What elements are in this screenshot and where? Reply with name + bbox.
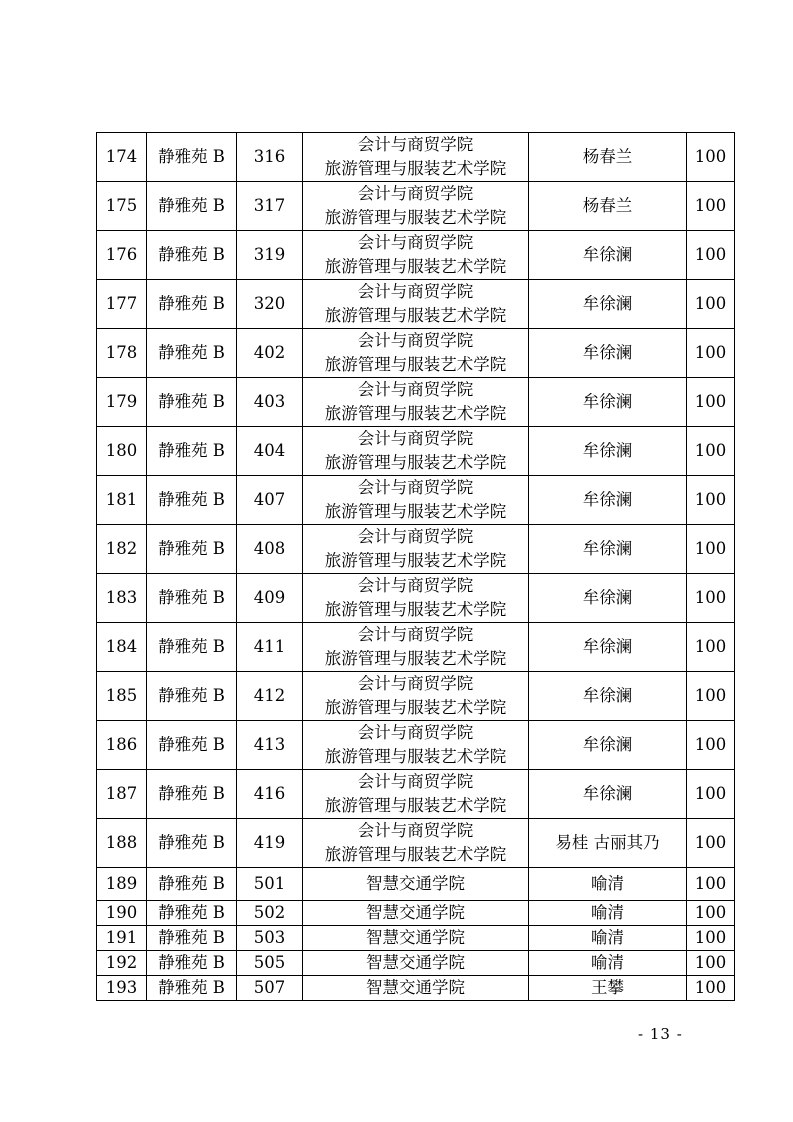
building-cell: 静雅苑 B [147, 476, 237, 525]
score-cell: 100 [687, 427, 735, 476]
score-cell: 100 [687, 525, 735, 574]
college-name-line: 会计与商贸学院 [357, 478, 474, 497]
room-number-cell: 408 [237, 525, 303, 574]
college-cell [303, 476, 529, 525]
responsible-person-cell: 牟徐澜 [529, 574, 687, 623]
responsible-person-cell: 牟徐澜 [529, 427, 687, 476]
building-cell: 静雅苑 B [147, 427, 237, 476]
room-number-cell: 411 [237, 623, 303, 672]
responsible-person-cell: 杨春兰 [529, 133, 687, 182]
building-cell: 静雅苑 B [147, 770, 237, 819]
college-cell [303, 182, 529, 231]
score-cell: 100 [687, 819, 735, 868]
college-cell [303, 525, 529, 574]
building-cell: 静雅苑 B [147, 231, 237, 280]
row-number-cell: 178 [97, 329, 147, 378]
college-name-line: 旅游管理与服装艺术学院 [324, 306, 507, 325]
building-cell: 静雅苑 B [147, 280, 237, 329]
college-name-line: 会计与商贸学院 [357, 527, 474, 546]
room-number-cell: 320 [237, 280, 303, 329]
room-number-cell: 319 [237, 231, 303, 280]
college-cell [303, 231, 529, 280]
row-number-cell: 175 [97, 182, 147, 231]
row-number-cell: 181 [97, 476, 147, 525]
table-row [97, 427, 735, 476]
score-cell: 100 [687, 329, 735, 378]
college-name-line: 旅游管理与服装艺术学院 [324, 747, 507, 766]
room-number-cell: 316 [237, 133, 303, 182]
table-row [97, 378, 735, 427]
college-name-line: 会计与商贸学院 [357, 723, 474, 742]
table-row [97, 525, 735, 574]
college-name-line: 智慧交通学院 [366, 978, 465, 997]
room-number-cell: 416 [237, 770, 303, 819]
college-cell [303, 427, 529, 476]
college-cell [303, 951, 529, 976]
college-name-line: 会计与商贸学院 [357, 184, 474, 203]
row-number-cell: 186 [97, 721, 147, 770]
college-name-line: 会计与商贸学院 [357, 821, 474, 840]
room-number-cell: 505 [237, 951, 303, 976]
college-name-line: 旅游管理与服装艺术学院 [324, 257, 507, 276]
college-name-line: 旅游管理与服装艺术学院 [324, 355, 507, 374]
score-cell: 100 [687, 231, 735, 280]
room-number-cell: 407 [237, 476, 303, 525]
responsible-person-cell: 牟徐澜 [529, 280, 687, 329]
room-number-cell: 317 [237, 182, 303, 231]
table-body [97, 133, 735, 1001]
college-cell [303, 280, 529, 329]
responsible-person-cell: 易桂 古丽其乃 [529, 819, 687, 868]
room-number-cell: 503 [237, 926, 303, 951]
responsible-person-cell: 牟徐澜 [529, 378, 687, 427]
building-cell: 静雅苑 B [147, 378, 237, 427]
dormitory-inspection-table [96, 132, 735, 1001]
score-cell: 100 [687, 476, 735, 525]
college-cell [303, 623, 529, 672]
building-cell: 静雅苑 B [147, 672, 237, 721]
college-name-line: 会计与商贸学院 [357, 772, 474, 791]
row-number-cell: 180 [97, 427, 147, 476]
responsible-person-cell: 喻清 [529, 868, 687, 901]
responsible-person-cell: 牟徐澜 [529, 770, 687, 819]
score-cell: 100 [687, 721, 735, 770]
college-name-line: 会计与商贸学院 [357, 282, 474, 301]
college-cell [303, 976, 529, 1001]
row-number-cell: 185 [97, 672, 147, 721]
row-number-cell: 184 [97, 623, 147, 672]
score-cell: 100 [687, 901, 735, 926]
responsible-person-cell: 牟徐澜 [529, 231, 687, 280]
college-cell [303, 672, 529, 721]
college-name-line: 旅游管理与服装艺术学院 [324, 600, 507, 619]
row-number-cell: 190 [97, 901, 147, 926]
table-row [97, 868, 735, 901]
table-row [97, 231, 735, 280]
row-number-cell: 176 [97, 231, 147, 280]
college-cell [303, 133, 529, 182]
table-row [97, 280, 735, 329]
college-name-line: 智慧交通学院 [366, 928, 465, 947]
room-number-cell: 404 [237, 427, 303, 476]
score-cell: 100 [687, 378, 735, 427]
room-number-cell: 507 [237, 976, 303, 1001]
room-number-cell: 502 [237, 901, 303, 926]
table-row [97, 623, 735, 672]
table-row [97, 901, 735, 926]
row-number-cell: 193 [97, 976, 147, 1001]
college-name-line: 旅游管理与服装艺术学院 [324, 649, 507, 668]
row-number-cell: 177 [97, 280, 147, 329]
row-number-cell: 174 [97, 133, 147, 182]
score-cell: 100 [687, 868, 735, 901]
college-cell [303, 819, 529, 868]
building-cell: 静雅苑 B [147, 525, 237, 574]
responsible-person-cell: 牟徐澜 [529, 329, 687, 378]
college-name-line: 会计与商贸学院 [357, 135, 474, 154]
room-number-cell: 402 [237, 329, 303, 378]
table-row [97, 770, 735, 819]
building-cell: 静雅苑 B [147, 329, 237, 378]
college-name-line: 旅游管理与服装艺术学院 [324, 796, 507, 815]
table-row [97, 182, 735, 231]
college-name-line: 会计与商贸学院 [357, 380, 474, 399]
building-cell: 静雅苑 B [147, 951, 237, 976]
college-name-line: 会计与商贸学院 [357, 331, 474, 350]
score-cell: 100 [687, 770, 735, 819]
college-name-line: 旅游管理与服装艺术学院 [324, 159, 507, 178]
responsible-person-cell: 牟徐澜 [529, 721, 687, 770]
college-cell [303, 770, 529, 819]
college-name-line: 会计与商贸学院 [357, 429, 474, 448]
table-row [97, 976, 735, 1001]
score-cell: 100 [687, 926, 735, 951]
row-number-cell: 189 [97, 868, 147, 901]
college-name-line: 智慧交通学院 [366, 903, 465, 922]
responsible-person-cell: 牟徐澜 [529, 672, 687, 721]
responsible-person-cell: 牟徐澜 [529, 525, 687, 574]
building-cell: 静雅苑 B [147, 574, 237, 623]
row-number-cell: 191 [97, 926, 147, 951]
room-number-cell: 419 [237, 819, 303, 868]
college-cell [303, 901, 529, 926]
college-name-line: 会计与商贸学院 [357, 233, 474, 252]
score-cell: 100 [687, 951, 735, 976]
score-cell: 100 [687, 976, 735, 1001]
building-cell: 静雅苑 B [147, 926, 237, 951]
college-name-line: 旅游管理与服装艺术学院 [324, 845, 507, 864]
college-cell [303, 378, 529, 427]
score-cell: 100 [687, 623, 735, 672]
building-cell: 静雅苑 B [147, 901, 237, 926]
room-number-cell: 412 [237, 672, 303, 721]
table-row [97, 329, 735, 378]
college-name-line: 旅游管理与服装艺术学院 [324, 551, 507, 570]
responsible-person-cell: 牟徐澜 [529, 476, 687, 525]
college-name-line: 智慧交通学院 [366, 953, 465, 972]
college-name-line: 会计与商贸学院 [357, 625, 474, 644]
college-name-line: 旅游管理与服装艺术学院 [324, 453, 507, 472]
responsible-person-cell: 杨春兰 [529, 182, 687, 231]
building-cell: 静雅苑 B [147, 976, 237, 1001]
row-number-cell: 183 [97, 574, 147, 623]
row-number-cell: 187 [97, 770, 147, 819]
row-number-cell: 192 [97, 951, 147, 976]
room-number-cell: 409 [237, 574, 303, 623]
score-cell: 100 [687, 280, 735, 329]
building-cell: 静雅苑 B [147, 623, 237, 672]
table-row [97, 133, 735, 182]
page-number: - 13 - [638, 1025, 683, 1043]
table-row [97, 819, 735, 868]
responsible-person-cell: 王攀 [529, 976, 687, 1001]
building-cell: 静雅苑 B [147, 721, 237, 770]
college-cell [303, 721, 529, 770]
building-cell: 静雅苑 B [147, 868, 237, 901]
table-row [97, 476, 735, 525]
room-number-cell: 501 [237, 868, 303, 901]
college-name-line: 旅游管理与服装艺术学院 [324, 502, 507, 521]
table-row [97, 926, 735, 951]
score-cell: 100 [687, 133, 735, 182]
college-cell [303, 574, 529, 623]
building-cell: 静雅苑 B [147, 182, 237, 231]
college-name-line: 会计与商贸学院 [357, 576, 474, 595]
table-row [97, 721, 735, 770]
row-number-cell: 179 [97, 378, 147, 427]
table-row [97, 951, 735, 976]
responsible-person-cell: 喻清 [529, 951, 687, 976]
college-name-line: 旅游管理与服装艺术学院 [324, 404, 507, 423]
college-cell [303, 926, 529, 951]
score-cell: 100 [687, 574, 735, 623]
building-cell: 静雅苑 B [147, 133, 237, 182]
responsible-person-cell: 牟徐澜 [529, 623, 687, 672]
building-cell: 静雅苑 B [147, 819, 237, 868]
score-cell: 100 [687, 182, 735, 231]
college-name-line: 会计与商贸学院 [357, 674, 474, 693]
college-name-line: 旅游管理与服装艺术学院 [324, 698, 507, 717]
responsible-person-cell: 喻清 [529, 926, 687, 951]
room-number-cell: 403 [237, 378, 303, 427]
row-number-cell: 182 [97, 525, 147, 574]
college-name-line: 智慧交通学院 [366, 874, 465, 893]
row-number-cell: 188 [97, 819, 147, 868]
room-number-cell: 413 [237, 721, 303, 770]
college-cell [303, 868, 529, 901]
table-row [97, 672, 735, 721]
responsible-person-cell: 喻清 [529, 901, 687, 926]
college-cell [303, 329, 529, 378]
score-cell: 100 [687, 672, 735, 721]
table-row [97, 574, 735, 623]
college-name-line: 旅游管理与服装艺术学院 [324, 208, 507, 227]
